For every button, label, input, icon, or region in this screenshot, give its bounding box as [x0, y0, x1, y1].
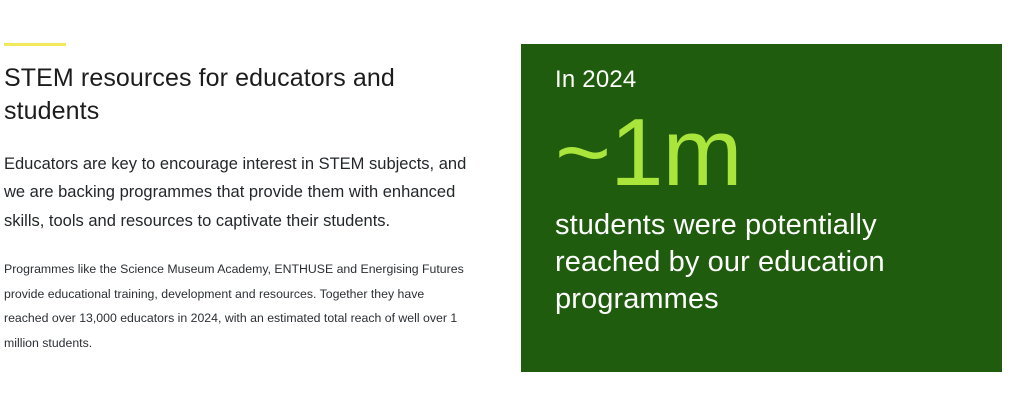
text-column — [0, 0, 500, 419]
statistic-card — [521, 44, 1002, 372]
stat-figure-value: ~1m — [555, 98, 742, 206]
detail-paragraph: Programmes like the Science Museum Academy, ENTHUSE and Energising Futures provide educational training, development and resources. Together they have reached over 13,000 educators in 2024, with an estimated total reach of well over 1 million students. — [4, 262, 464, 350]
accent-rule-divider — [4, 43, 66, 46]
page-title: STEM resources for educators and students — [4, 64, 395, 125]
stat-caption: students were potentially reached by our education programmes — [555, 208, 885, 316]
intro-paragraph: Educators are key to encourage interest in STEM subjects, and we are backing programmes that provide them with enhanced skills, tools and resources to captivate their students. — [4, 155, 467, 230]
stat-year-label: In 2024 — [555, 66, 637, 93]
